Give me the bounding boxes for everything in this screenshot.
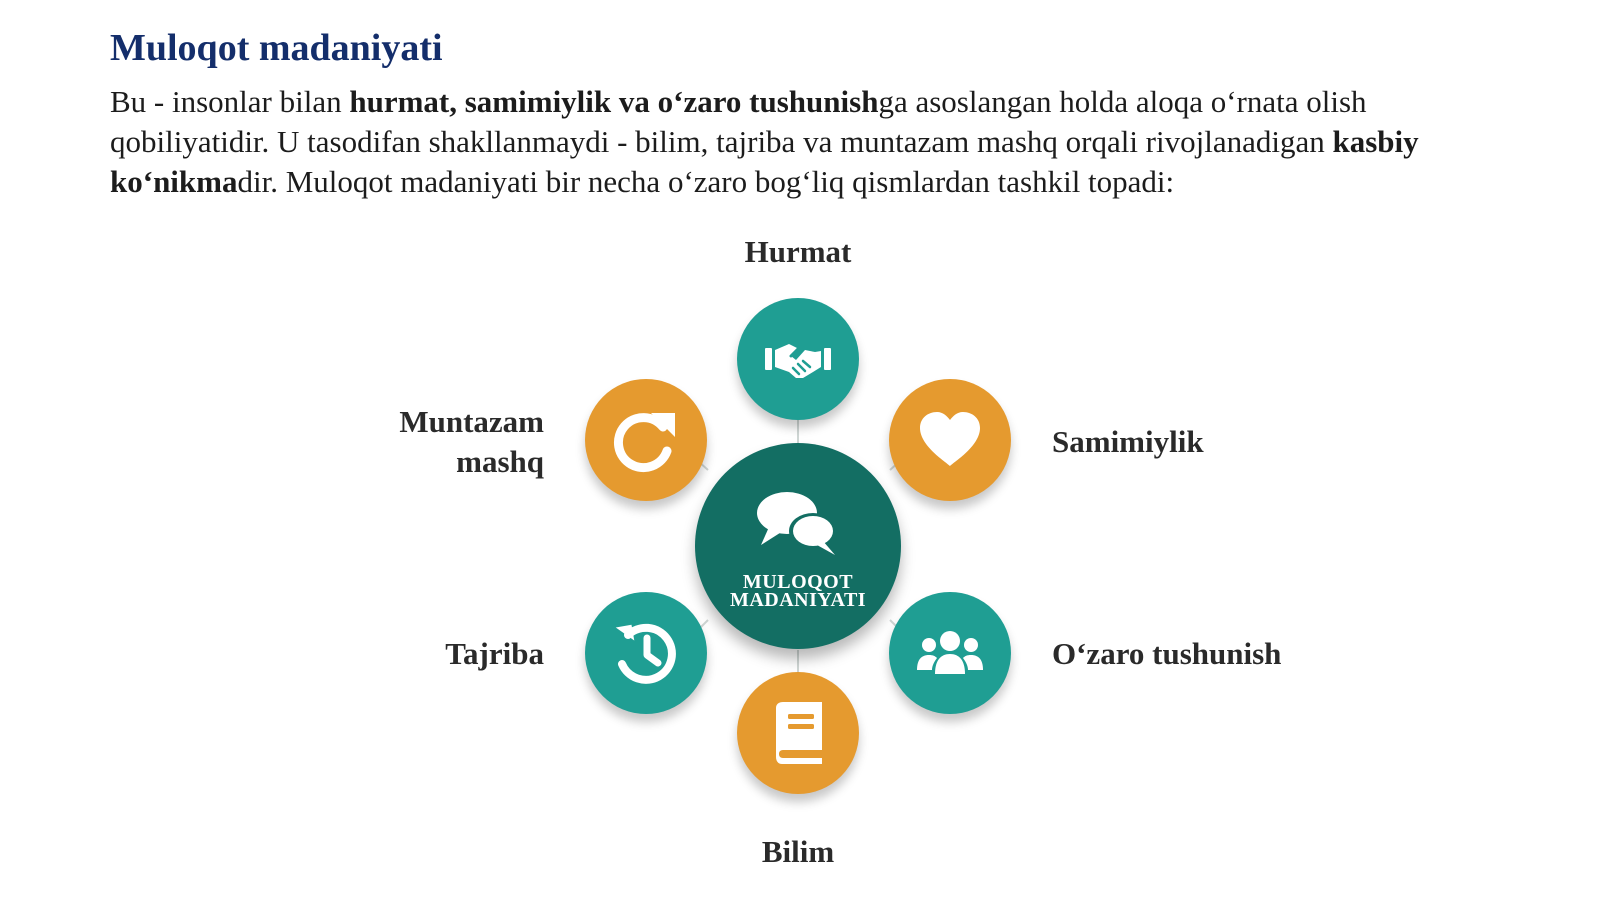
- intro-text-1: Bu - insonlar bilan: [110, 84, 350, 119]
- node-ozaro-tushunish: [889, 592, 1011, 714]
- intro-text-2: ga asoslangan holda aloqa o‘rnata olish qobiliyatidir. U tasodifan shakllanmaydi - bilim, tajriba va muntazam mashq orqali rivojlanadigan: [110, 84, 1367, 159]
- label-tajriba: Tajriba: [445, 636, 544, 671]
- center-label-line1: MULOQOT: [742, 571, 854, 593]
- node-tajriba: [585, 592, 707, 714]
- label-samimiylik: Samimiylik: [1052, 424, 1204, 459]
- handshake-icon: [763, 334, 833, 384]
- speech-bubbles-icon: [753, 489, 843, 559]
- node-hurmat: [737, 298, 859, 420]
- node-bilim: [737, 672, 859, 794]
- heart-icon: [916, 410, 984, 470]
- slide-title: Muloqot madaniyati: [110, 27, 443, 69]
- label-ozaro-tushunish: O‘zaro tushunish: [1052, 636, 1282, 671]
- label-muntazam-line2: mashq: [456, 444, 544, 479]
- book-icon: [770, 700, 826, 766]
- intro-bold-2: kasbiy ko‘nikma: [110, 124, 1419, 199]
- center-hub: [695, 443, 901, 649]
- label-muntazam-line1: Muntazam: [399, 404, 544, 439]
- intro-bold-1: hurmat, samimiylik va o‘zaro tushunish: [349, 84, 879, 119]
- history-icon: [613, 620, 679, 686]
- redo-icon: [611, 405, 681, 475]
- center-label-line2: MADANIYATI: [729, 589, 867, 611]
- label-bilim: Bilim: [761, 834, 835, 869]
- node-muntazam-mashq: [585, 379, 707, 501]
- node-samimiylik: [889, 379, 1011, 501]
- center-label: [695, 573, 901, 609]
- label-muntazam-mashq: [300, 402, 544, 482]
- people-icon: [915, 628, 985, 678]
- intro-text-3: dir. Muloqot madaniyati bir necha o‘zaro bog‘liq qismlardan tashkil topadi:: [237, 164, 1175, 199]
- label-hurmat: Hurmat: [744, 234, 852, 269]
